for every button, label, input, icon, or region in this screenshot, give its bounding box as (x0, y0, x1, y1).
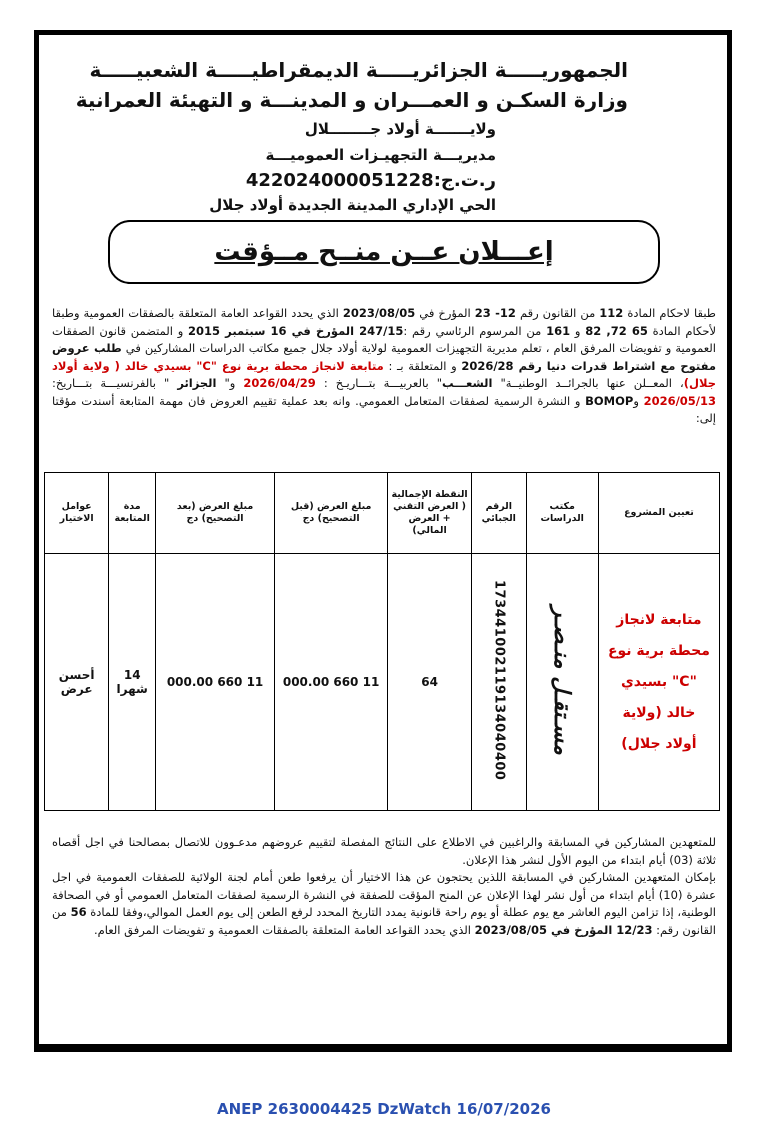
closing-text: 56 (70, 905, 87, 919)
intro-text: 247/15 (359, 323, 404, 338)
intro-text: و (570, 323, 586, 338)
cell-amount-after: 11 660 000.00 (156, 554, 275, 811)
col-amount-before: مبلغ العرض (قبل التصحيح) دج (275, 473, 388, 554)
intro-text: طبقا لاحكام المادة (623, 306, 716, 320)
intro-text: 12- 23 (474, 306, 516, 320)
closing-text: من القانون رقم: (52, 905, 716, 937)
tax-id-value: 173441002119134040400 (491, 580, 507, 781)
intro-text: و المتعلقة بـ : (383, 358, 462, 373)
intro-text: و (633, 393, 644, 408)
closing-paragraphs (52, 834, 716, 939)
intro-date: 2026/04/29 (243, 376, 316, 390)
intro-text: الشعـــب (442, 376, 493, 390)
intro-text: المؤرخ في (286, 323, 360, 338)
header-republic: الجمهوريـــــة الجزائريـــــة الديمقراطيـــــة الشعبيـــــة (89, 58, 628, 82)
closing-paragraph-2 (52, 869, 716, 939)
closing-paragraph-1: للمتعهدين المشاركين في المسابقة والراغبين في الاطلاع على النتائج المفصلة لتقييم عروضهم مدعـوون للاتصال بمصالحنا في اجل أقصاه ثلاثة (03) أيام ابتداء من اليوم الأول لنشر هذا الإعلان. (52, 835, 716, 867)
cell-criteria: أحسن عرض (45, 554, 109, 811)
intro-project-name: متابعة لانجاز محطة برية نوع "C" بسيدي خالد ( ولاية أولاد جلال) (52, 358, 716, 390)
col-duration: مدة المتابعة (109, 473, 156, 554)
header-ministry: وزارة السكـن و العمـــران و المدينـــة و التهيئة العمرانية (75, 88, 628, 112)
intro-text: 65 72, 82 (585, 323, 648, 338)
table-header-row (45, 473, 720, 554)
intro-text: المؤرخ في (415, 306, 475, 320)
intro-text: BOMOP (585, 393, 634, 408)
intro-date: 2026/05/13 (643, 393, 716, 408)
office-handwritten: مسـتقـل منـصـر (549, 606, 576, 755)
table-row (45, 554, 720, 811)
intro-text: 112 (599, 306, 624, 320)
header-wilaya: ولايـــــــة أولاد جــــــــلال (304, 120, 496, 138)
col-office: مكتب الدراسات (526, 473, 598, 554)
cell-office (526, 554, 598, 811)
header-tax-number: ر.ت.ج:422024000051228 (245, 170, 496, 191)
closing-text: الذي يحدد القواعد العامة المتعلقة بالصفقات العمومية و تفويضات المرفق العام. (93, 922, 475, 937)
intro-text: الجزائر (177, 376, 217, 390)
intro-text: ، المعــلن عنها بالجرائــد الوطنيــة" (492, 376, 684, 390)
closing-text: 12/23 المؤرخ في 2023/08/05 (474, 922, 653, 937)
col-tax-id: الرقم الجبائي (472, 473, 527, 554)
intro-text: من القانون رقم (515, 306, 600, 320)
intro-text: " بالعربيـــة بتـــاريـخ : (315, 376, 442, 390)
announcement-title-box (108, 220, 660, 284)
col-score: النقطة الإجمالية ( العرض التقني + العرض المالي) (388, 473, 472, 554)
closing-text: بإمكان المتعهدين المشاركين في المسابقة اللذين يحتجون عن هذا الاختيار أن يرفعوا طعن أمام لجنة الولائية للصفقات العمومية في اجل عشرة (10) أيام ابتداء من أول نشر لهذا الإعلان عن المنح المؤقت للصفقة في النشرة الرسمية لصفقات المتعامل العمومي أو في الصحافة الوطنية، إذا تزامن اليوم العاشر مع يوم عطلة أو يوم راحة قانونية يمدد التاريخ المحدد لرفع الطعن إلى يوم العمل الموالي،وفقا للمادة (52, 870, 717, 919)
award-table (44, 472, 720, 811)
cell-duration: 14 شهرا (109, 554, 156, 811)
intro-text: 16 سبتمبر 2015 (188, 323, 287, 338)
intro-text: و" (216, 376, 244, 390)
intro-text: و النشرة الرسمية لصفقات المتعامل العمومي. وانه بعد عملية تقييم العروض فان مهمة المتابعة أسندت مؤقتا إلى: (52, 393, 716, 425)
cell-amount-before: 11 660 000.00 (275, 554, 388, 811)
cell-score: 64 (388, 554, 472, 811)
col-amount-after: مبلغ العرض (بعد التصحيح) دج (156, 473, 275, 554)
intro-paragraph (52, 305, 716, 428)
intro-text: و المتضمن قانون الصفقات العمومية و تفويضات المرفق العام ، تعلم مديرية التجهيزات العمومية لولاية أولاد جلال جميع مكاتب الدراسات المشاركين في (52, 323, 716, 355)
col-project: تعيين المشروع (598, 473, 719, 554)
announcement-title: إعـــلان عــن منــح مــؤقت (214, 237, 554, 267)
intro-text: 2023/08/05 (342, 306, 416, 320)
cell-tax-id (472, 554, 527, 811)
intro-text: الذي يحدد القواعد العامة المتعلقة بالصفقات العمومية وطبقا لأحكام المادة (52, 306, 717, 338)
intro-text: من المرسوم الرئاسي رقم : (403, 323, 547, 338)
footer-reference: ANEP 2630004425 DzWatch 16/07/2026 (217, 1100, 551, 1118)
intro-text: 161 (546, 323, 571, 338)
cell-project: متابعة لانجاز محطة برية نوع "C" بسيدي خالد (ولاية أولاد جلال) (598, 554, 719, 811)
col-criteria: عوامل الاختيار (45, 473, 109, 554)
header-directorate: مديريـــة التجهيـزات العموميـــة (265, 146, 496, 164)
intro-text: " بالفرنسيـــة بتـــاريخ: (52, 376, 178, 390)
intro-text: طلب عروض مفتوح مع اشتراط قدرات دنيا رقم 2026/28 (52, 341, 716, 373)
header-address: الحي الإداري المدينة الجديدة أولاد جلال (209, 196, 496, 214)
